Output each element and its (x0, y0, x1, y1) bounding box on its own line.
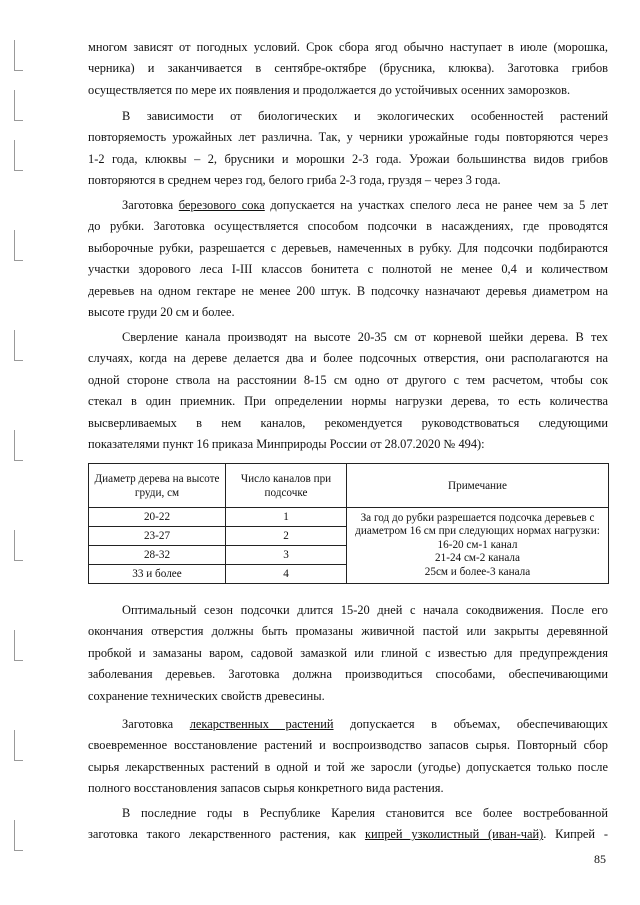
table-cell-diameter: 33 и более (89, 565, 226, 584)
text-line: полного восстановления запасов сырья конкретного вида растения. (88, 781, 444, 796)
text-line: повторяемость урожайных лет различна. Так, у черники урожайные годы повторяются через (88, 130, 608, 145)
binding-mark (14, 40, 23, 71)
text-line: случаях, когда на дереве делается два и более подсочных отверстия, они располагаются на (88, 351, 608, 366)
paragraph-7 (88, 803, 608, 846)
table-header-cell: Примечание (347, 464, 609, 508)
note-line: 21-24 см-2 канала (435, 552, 520, 565)
note-line: 16-20 см-1 канал (437, 538, 518, 551)
text-line: выборочные рубки, разрешается с деревьев, намеченных в рубку. Для подсочки подбираются (88, 240, 608, 255)
table-header-cell: Число каналов при подсочке (226, 464, 347, 508)
binding-mark (14, 820, 23, 851)
note-line: За год до рубки разрешается подсочка деревьев с (360, 511, 595, 524)
paragraph-4 (88, 327, 608, 455)
text-line: осуществляется по мере их появления и продолжается до устойчивых осенних заморозков. (88, 82, 571, 97)
note-line: диаметром 16 см при следующих нормах нагрузки: (355, 525, 600, 538)
paragraph-3 (88, 195, 608, 323)
binding-mark (14, 140, 23, 171)
text-line: Сверление канала производят на высоте 20-35 см от корневой шейки дерева. В тех (122, 330, 608, 344)
text-line: высверливаемых в нем каналов, рекомендуется руководствоваться следующими (88, 415, 608, 430)
table-row (89, 508, 609, 527)
text-line: стекал в один приемник. При определении нормы нагрузки дерева, то есть количества (88, 394, 608, 409)
table-cell-channels: 4 (226, 565, 347, 584)
underlined-term: кипрей узколистный (иван-чай) (364, 827, 544, 842)
page-number: 85 (594, 852, 606, 866)
note-line: 25см и более-3 канала (424, 565, 531, 578)
underlined-term: березового сока (178, 198, 265, 212)
table-cell-diameter: 28-32 (89, 546, 226, 565)
underlined-term: лекарственных растений (189, 717, 334, 731)
text-line: пробкой и замазаны варом, садовой замазкой или глиной с известью для предупреждения (88, 645, 608, 660)
table-cell-diameter: 20-22 (89, 508, 226, 527)
binding-mark (14, 230, 23, 261)
text-line: до рубки. Заготовка осуществляется способом подсочки в насаждениях, где проводятся (88, 219, 608, 234)
binding-mark (14, 730, 23, 761)
table-cell-diameter: 23-27 (89, 527, 226, 546)
text-line: повторяются в среднем через год, белого гриба 2-3 года, груздя – через 3 года. (88, 173, 501, 188)
table-header-row (89, 464, 609, 508)
text-line: одной стороне ствола на расстоянии 8-15 см одно от другого с тем расчетом, чтобы сок (88, 372, 608, 387)
table-cell-channels: 3 (226, 546, 347, 565)
table-cell-channels: 2 (226, 527, 347, 546)
text-line: высоте груди 20 см и более. (88, 305, 235, 320)
paragraph-1 (88, 37, 608, 101)
table-header-cell: Диаметр дерева на высоте груди, см (89, 464, 226, 508)
text-line: черника) и заканчивается в сентябре-октябре (брусника, клюква). Заготовка грибов (88, 61, 608, 76)
text-line: сырья лекарственных растений в одной и той же заросли (угодье) допускается только после (88, 759, 608, 774)
text-line: Заготовка березового сока допускается на участках спелого леса не ранее чем за 5 лет (122, 198, 608, 212)
table-note-cell (347, 508, 609, 584)
text-line: своевременное восстановление растений и воспроизводство запасов сырья. Повторный сбор (88, 738, 608, 753)
paragraph-5 (88, 600, 608, 707)
text-line: Заготовка лекарственных растений допускается в объемах, обеспечивающих (122, 717, 608, 731)
text-line: 1-2 года, клюквы – 2, брусники и морошки 2-3 года. Урожаи большинства видов грибов (88, 151, 608, 166)
text-line: сохранение технических свойств древесины. (88, 688, 325, 703)
text-line: окончания отверстия должны быть промазаны живичной пастой или закрыты деревянной (88, 624, 608, 639)
channel-norms-table (88, 463, 609, 584)
text-line: В зависимости от биологических и экологических особенностей растений (122, 109, 608, 123)
binding-mark (14, 530, 23, 561)
text-line: показателями пункт 16 приказа Минприроды России от 28.07.2020 № 494): (88, 437, 485, 452)
binding-mark (14, 330, 23, 361)
binding-mark (14, 90, 23, 121)
paragraph-6 (88, 714, 608, 800)
binding-mark (14, 630, 23, 661)
paragraph-2 (88, 106, 608, 192)
binding-mark (14, 430, 23, 461)
text-line: Оптимальный сезон подсочки длится 15-20 дней с начала сокодвижения. После его (122, 603, 608, 617)
text-line: деревьев на одном гектаре не менее 200 штук. В подсочку назначают деревья диаметром на (88, 283, 608, 298)
text-line: многом зависят от погодных условий. Срок сбора ягод обычно наступает в июле (морошка, (88, 40, 608, 54)
text-line: В последние годы в Республике Карелия становится все более востребованной (122, 806, 608, 820)
text-line: участки здорового леса I-III классов бонитета с полнотой не менее 0,4 и количеством (88, 262, 608, 277)
table-cell-channels: 1 (226, 508, 347, 527)
text-line: заболевания деревьев. Заготовка должна производиться способами, обеспечивающими (88, 667, 608, 682)
text-line: заготовка такого лекарственного растения, как кипрей узколистный (иван-чай). Кипрей - (88, 827, 608, 842)
